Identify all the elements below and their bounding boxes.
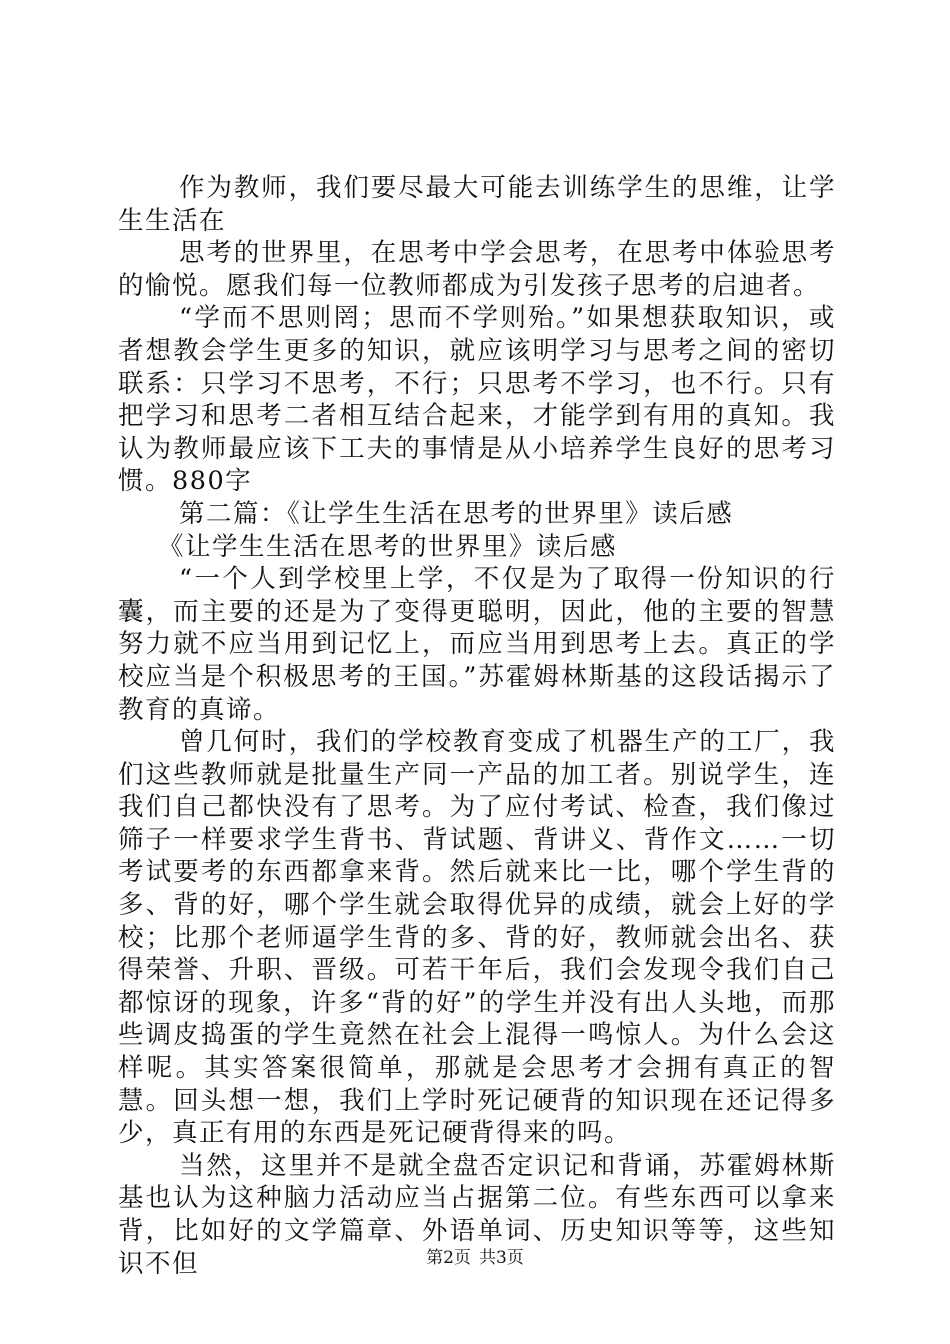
page-total: 共3页: [479, 1248, 524, 1268]
paragraph-sukhomlinsky-quote: “一个人到学校里上学，不仅是为了取得一份知识的行囊，而主要的还是为了变得更聪明，因此，他的主要的智慧努力就不应当用到记忆上，而应当用到思考上去。真正的学校应当是个积极思考的王国。”苏霍姆林斯基的这段话揭示了教育的真谛。: [118, 564, 836, 725]
paragraph-memorization: 当然，这里并不是就全盘否定识记和背诵，苏霍姆林斯基也认为这种脑力活动应当占据第二位。有些东西可以拿来背，比如好的文学篇章、外语单词、历史知识等等，这些知识不但: [118, 1150, 836, 1279]
document-body: [118, 172, 836, 1280]
paragraph-rote-learning: 曾几何时，我们的学校教育变成了机器生产的工厂，我们这些教师就是批量生产同一产品的加工者。别说学生，连我们自己都快没有了思考。为了应付考试、检查，我们像过筛子一样要求学生背书、背试题、背讲义、背作文……一切考试要考的东西都拿来背。然后就来比一比，哪个学生背的多、背的好，哪个学生就会取得优异的成绩，就会上好的学校；比那个老师逼学生背的多、背的好，教师就会出名、获得荣誉、升职、晋级。可若干年后，我们会发现令我们自己都惊讶的现象，许多“背的好”的学生并没有出人头地，而那些调皮捣蛋的学生竟然在社会上混得一鸣惊人。为什么会这样呢。其实答案很简单，那就是会思考才会拥有真正的智慧。回头想一想，我们上学时死记硬背的知识现在还记得多少，真正有用的东西是死记硬背得来的吗。: [118, 727, 836, 1149]
paragraph-continuation-text: 思考的世界里，在思考中学会思考，在思考中体验思考的愉悦。愿我们每一位教师都成为引发孩子思考的启迪者。: [118, 238, 836, 301]
page-number: 第2页: [426, 1248, 471, 1268]
paragraph-quote: “学而不思则罔；思而不学则殆。”如果想获取知识，或者想教会学生更多的知识，就应该明学习与思考之间的密切联系：只学习不思考，不行；只思考不学习，也不行。只有把学习和思考二者相互结合起来，才能学到有用的真知。我认为教师最应该下工夫的事情是从小培养学生良好的思考习惯。880字: [118, 303, 836, 497]
paragraph-continuation: [118, 237, 836, 302]
section-subheading: 《让学生生活在思考的世界里》读后感: [158, 531, 618, 562]
page-footer: [0, 1243, 950, 1268]
paragraph-intro-line: 作为教师，我们要尽最大可能去训练学生的思维，让学生生活在: [118, 173, 836, 236]
section-heading: 第二篇：《让学生生活在思考的世界里》读后感: [179, 498, 734, 529]
